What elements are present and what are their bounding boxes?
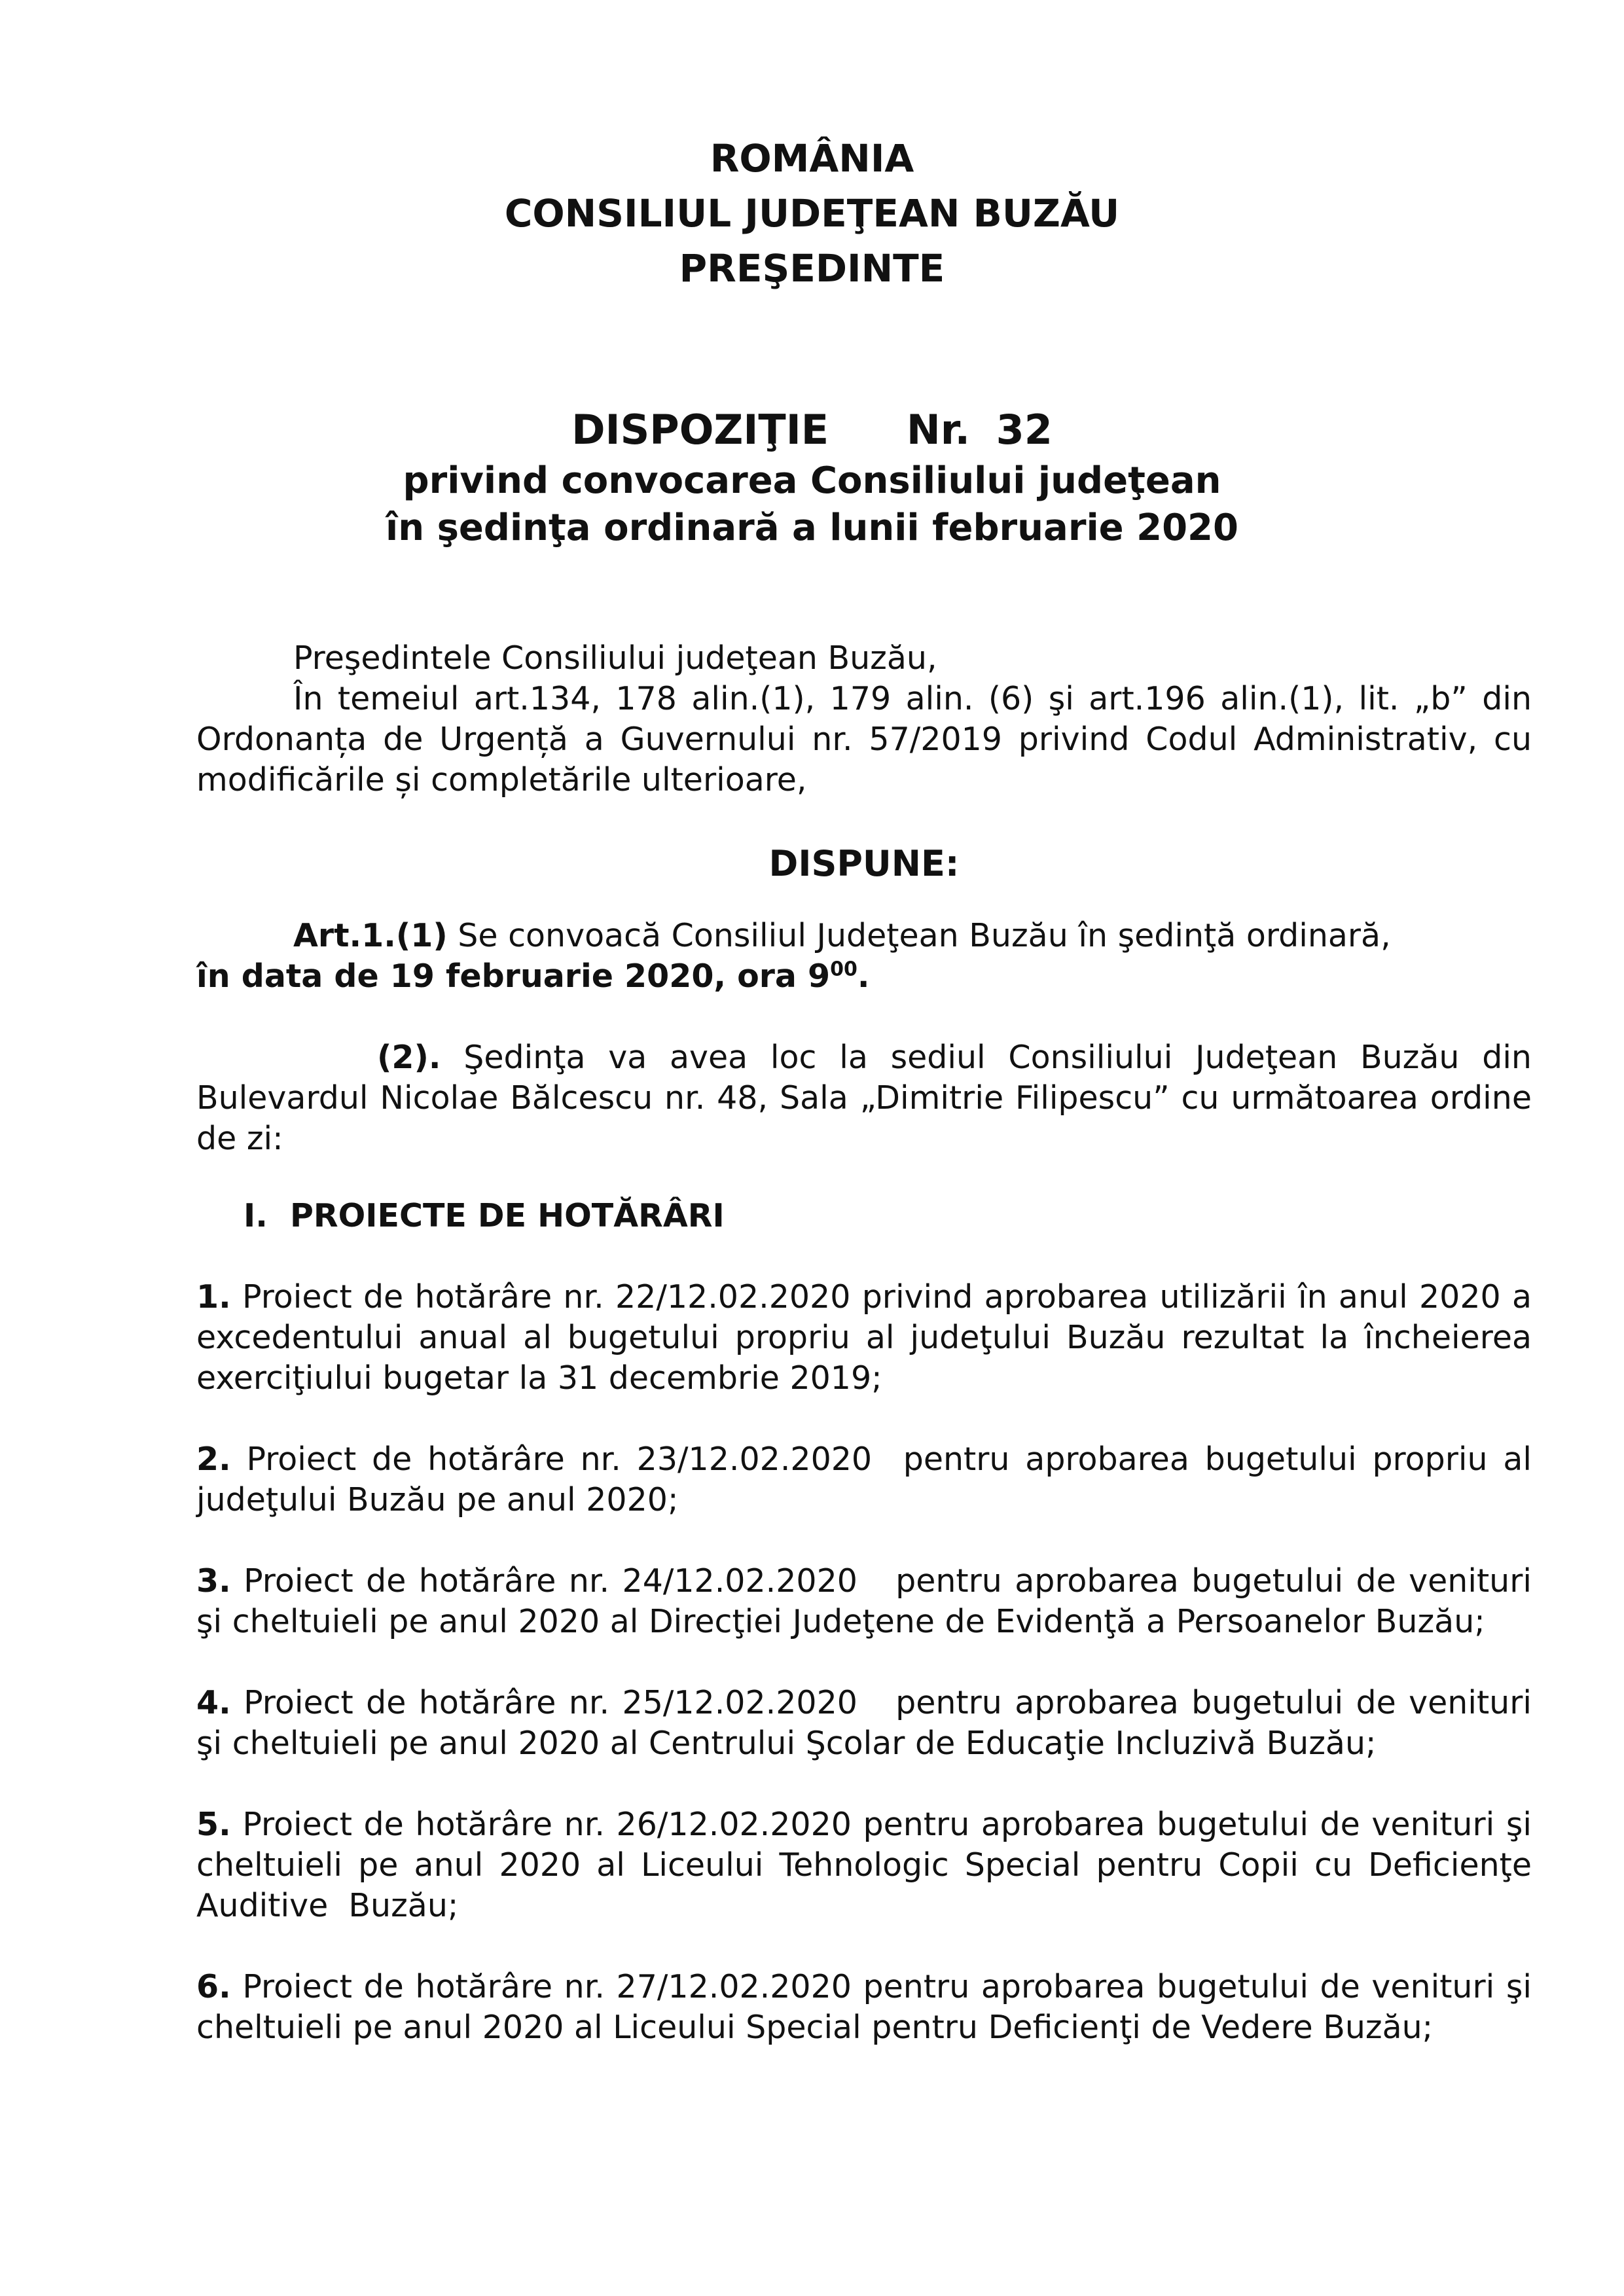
intro-legal-basis: În temeiul art.134, 178 alin.(1), 179 alin. (6) şi art.196 alin.(1), lit. „b” din Ordonanța de Urgență a Guvernului nr. 57/2019 privind Codul Administrativ, cu modificările și completările ulterioare,: [196, 680, 1532, 798]
item-text: Proiect de hotărâre nr. 22/12.02.2020 privind aprobarea utilizării în anul 2020 a excedentului anual al bugetului propriu al judeţului Buzău rezultat la încheierea exerciţiului bugetar la 31 decembrie 2019;: [196, 1278, 1542, 1397]
document-subtitle-line1: privind convocarea Consiliului judeţean: [403, 459, 1221, 502]
article-1-paragraph-2: [196, 1037, 1532, 1159]
document-subtitle-line2: în şedinţa ordinară a lunii februarie 2020: [386, 507, 1238, 549]
item-text: Proiect de hotărâre nr. 27/12.02.2020 pentru aprobarea bugetului de venituri şi cheltuieli pe anul 2020 al Liceului Special pentru Deficienţi de Vedere Buzău;: [196, 1968, 1542, 2046]
agenda-list: [196, 1277, 1542, 2048]
article-1-2-text: Şedinţa va avea loc la sediul Consiliului Judeţean Buzău din Bulevardul Nicolae Bălcescu nr. 48, Sala „Dimitrie Filipescu” cu următoarea ordine de zi:: [196, 1039, 1532, 1157]
list-item: [196, 1277, 1542, 1399]
item-number: 1.: [196, 1278, 231, 1316]
article-1-label: Art.1.(1): [293, 917, 448, 954]
article-1-paragraph-1: [196, 916, 1532, 997]
intro-president: Preşedintele Consiliului judeţean Buzău,: [293, 639, 937, 677]
list-item: [196, 1439, 1542, 1520]
item-text: Proiect de hotărâre nr. 26/12.02.2020 pentru aprobarea bugetului de venituri şi cheltuieli pe anul 2020 al Liceului Tehnologic Special pentru Copii cu Deficienţe Auditive Buzău;: [196, 1806, 1542, 1924]
item-number: 3.: [196, 1562, 231, 1600]
article-1-date-text: în data de 19 februarie 2020, ora 9: [196, 958, 831, 995]
item-text: Proiect de hotărâre nr. 24/12.02.2020 pentru aprobarea bugetului de venituri şi cheltuieli pe anul 2020 al Direcţiei Judeţene de Evidenţă a Persoanelor Buzău;: [196, 1562, 1542, 1640]
item-number: 2.: [196, 1441, 231, 1478]
item-number: 6.: [196, 1968, 231, 2005]
article-1-date-minutes: 00: [830, 958, 857, 981]
article-1-date: [196, 958, 870, 995]
section-heading: [196, 1196, 1532, 1236]
article-1-text: Se convoacă Consiliul Judeţean Buzău în şedinţă ordinară,: [447, 917, 1391, 954]
list-item: [196, 1561, 1542, 1642]
header-country: ROMÂNIA: [710, 136, 914, 181]
header-role: PREŞEDINTE: [679, 246, 945, 291]
list-item: [196, 1804, 1542, 1926]
document-body: [196, 638, 1542, 2048]
document-header: [0, 131, 1624, 296]
item-number: 4.: [196, 1684, 231, 1721]
dispune-heading: DISPUNE:: [768, 843, 960, 884]
item-text: Proiect de hotărâre nr. 23/12.02.2020 pentru aprobarea bugetului propriu al judeţului Buzău pe anul 2020;: [196, 1441, 1542, 1518]
document-title: DISPOZIŢIE Nr. 32: [571, 406, 1053, 454]
section-title: PROIECTE DE HOTĂRÂRI: [289, 1197, 725, 1234]
document-title-block: [0, 403, 1624, 552]
article-1-2-label: (2).: [377, 1039, 441, 1076]
article-1-date-end: .: [857, 958, 870, 995]
list-item: [196, 1967, 1542, 2048]
section-numeral: I.: [244, 1197, 268, 1234]
header-institution: CONSILIUL JUDEŢEAN BUZĂU: [504, 191, 1120, 236]
list-item: [196, 1683, 1542, 1764]
item-text: Proiect de hotărâre nr. 25/12.02.2020 pentru aprobarea bugetului de venituri şi cheltuieli pe anul 2020 al Centrului Şcolar de Educaţie Incluzivă Buzău;: [196, 1684, 1542, 1762]
item-number: 5.: [196, 1806, 231, 1843]
